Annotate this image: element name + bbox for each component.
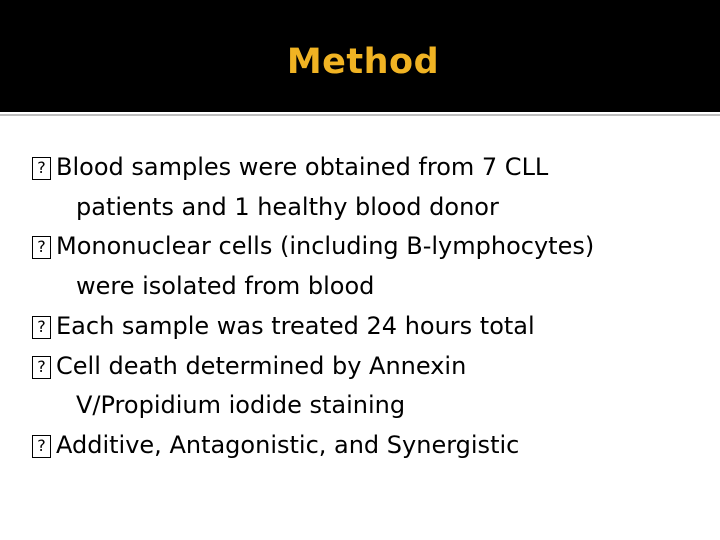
- title-divider: [0, 114, 720, 116]
- slide-title: Method: [286, 42, 440, 82]
- missing-glyph-box-icon: [32, 157, 51, 180]
- bullet-text: [56, 347, 690, 426]
- bullet-line: Each sample was treated 24 hours total: [56, 311, 535, 340]
- bullet-text: [56, 307, 690, 347]
- bullet-list: [30, 148, 690, 466]
- missing-glyph-box-icon: [32, 316, 51, 339]
- missing-glyph-box-icon: [32, 435, 51, 458]
- bullet-line: Mononuclear cells (including B-lymphocytes): [56, 232, 595, 261]
- bullet-line: were isolated from blood: [76, 272, 375, 301]
- bullet-line: patients and 1 healthy blood donor: [76, 192, 499, 221]
- bullet-text: [56, 148, 690, 227]
- bullet-item: [30, 148, 690, 227]
- bullet-item: [30, 307, 690, 347]
- missing-glyph-box-icon: [32, 236, 51, 259]
- bullet-line: V/Propidium iodide staining: [76, 391, 406, 420]
- title-bar: [0, 0, 720, 112]
- missing-glyph-box-icon: [32, 356, 51, 379]
- bullet-item: [30, 347, 690, 426]
- bullet-text: [56, 227, 690, 306]
- bullet-item: [30, 426, 690, 466]
- bullet-line: Blood samples were obtained from 7 CLL: [56, 153, 549, 181]
- bullet-text: [56, 426, 690, 466]
- bullet-line: Additive, Antagonistic, and Synergistic: [56, 430, 520, 459]
- bullet-item: [30, 227, 690, 306]
- bullet-line: Cell death determined by Annexin: [56, 351, 467, 380]
